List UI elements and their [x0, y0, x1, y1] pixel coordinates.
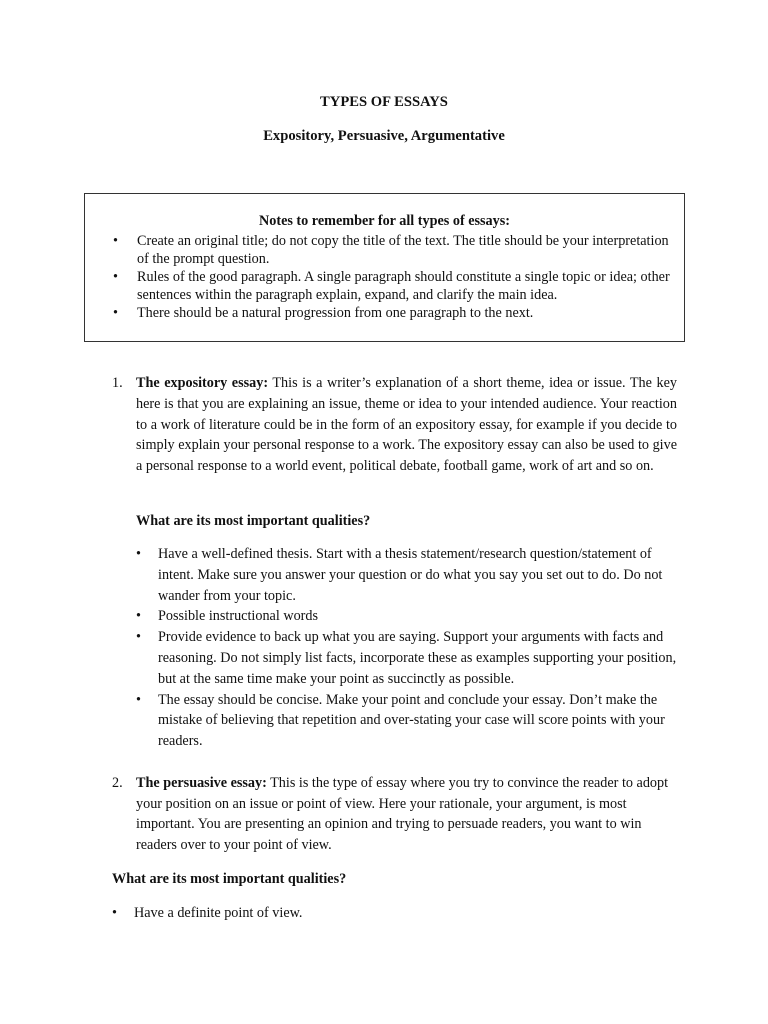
qualities-list — [136, 544, 681, 752]
quality-item: • Have a definite point of view. — [112, 903, 672, 924]
notes-box — [84, 193, 685, 342]
section-paragraph — [136, 773, 672, 855]
section-text: This is a writer’s explanation of a short theme, idea or issue. The key here is that you are explaining an issue, theme or idea to your intended audience. Your reaction to a work of literature could be in the form of an expository essay, for example if you decide to simply explain your personal response to a work. The expository essay can also be used to give a personal response to a world event, political debate, football game, work of art and so on. — [136, 375, 677, 475]
section-text: This is the type of essay where you try to convince the reader to adopt your position on an issue or point of view. Here your rationale, your argument, is most important. You are presenting an opinion and trying to persuade readers, you want to win readers over to your point of view. — [136, 775, 669, 853]
notes-item: • There should be a natural progression from one paragraph to the next. — [113, 304, 672, 322]
document-subtitle: Expository, Persuasive, Argumentative — [263, 128, 505, 144]
notes-heading: Notes to remember for all types of essays: — [259, 213, 510, 229]
section-question: What are its most important qualities? — [112, 871, 347, 887]
quality-item: • Possible instructional words — [136, 606, 681, 627]
quality-item: • Provide evidence to back up what you are saying. Support your arguments with facts and reasoning. Do not simply list facts, incorporate these as examples supporting your position, but at the same time make your point as succinctly as possible. — [136, 627, 681, 689]
section-number: 1. — [112, 375, 123, 391]
notes-item: • Rules of the good paragraph. A single paragraph should constitute a single topic or idea; other sentences within the paragraph explain, expand, and clarify the main idea. — [113, 268, 672, 304]
section-number: 2. — [112, 775, 123, 791]
section-heading: The persuasive essay: — [136, 775, 267, 791]
quality-item: • Have a well-defined thesis. Start with a thesis statement/research question/statement of intent. Make sure you answer your question or do what you say you set out to do. Do not wander from your topic. — [136, 544, 681, 606]
section-heading: The expository essay: — [136, 375, 269, 391]
qualities-list — [112, 903, 672, 924]
quality-item: • The essay should be concise. Make your point and conclude your essay. Don’t make the mistake of believing that repetition and over-stating your case will score points with your readers. — [136, 690, 681, 752]
notes-item: • Create an original title; do not copy the title of the text. The title should be your interpretation of the prompt question. — [113, 232, 672, 268]
document-title: TYPES OF ESSAYS — [320, 94, 448, 110]
section-paragraph — [136, 373, 677, 477]
section-question: What are its most important qualities? — [136, 513, 371, 529]
notes-list — [113, 232, 672, 322]
section-persuasive — [112, 773, 672, 855]
section-expository — [112, 373, 677, 477]
